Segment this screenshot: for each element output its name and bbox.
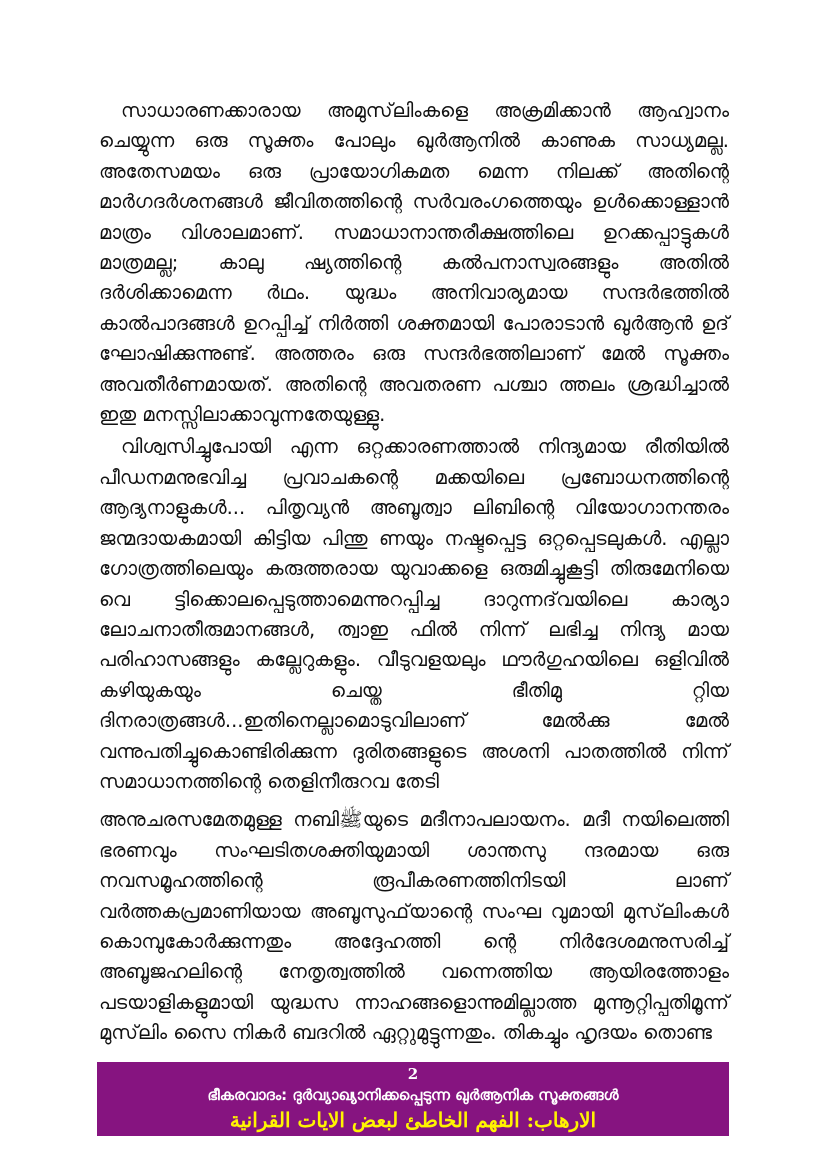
page-body: [99, 96, 729, 1049]
page-number: 2: [407, 1065, 419, 1083]
book-title: ഭീകരവാദം: ദുർവ്യാഖ്യാനിക്കപ്പെടുന്ന ഖുർആനിക സൂക്തങ്ങൾ: [207, 1086, 619, 1104]
paragraph-2: വിശ്വസിച്ചുപോയി എന്ന ഒറ്റക്കാരണത്താൽ നിന്ദ്യമായ രീതിയിൽ പീഡനമനുഭവിച്ച പ്രവാചകന്റെ മക്കയിലെ പ്രബോധനത്തിന്റെ ആദ്യനാളുകൾ... പിതൃവ്യൻ അബൂത്വാ ലിബിന്റെ വിയോഗാനന്തരം ജന്മദായകമായി കിട്ടിയ പിന്തു ണയും നഷ്ടപ്പെട്ട ഒറ്റപ്പെടലുകൾ. എല്ലാ ഗോത്രത്തിലെയും കരുത്തരായ യുവാക്കളെ ഒരുമിച്ചുകൂട്ടി തിരുമേനിയെ വെ ട്ടിക്കൊലപ്പെടുത്താമെന്നുറപ്പിച്ച ദാറുന്നദ്‌വയിലെ കാര്യാ ലോചനാതീരുമാനങ്ങൾ, ത്വാഇ ഫിൽ നിന്ന് ലഭിച്ച നിന്ദ്യ മായ പരിഹാസങ്ങളും കല്ലേറുകളും. വീടുവളയലും ഥൗർഗുഹയിലെ ഒളിവിൽ കഴിയുകയും ചെയ്ത ഭീതിമു റ്റിയ ദിനരാത്രങ്ങൾ...ഇതിനെല്ലാമൊടുവിലാണ് മേൽക്കു മേൽ വന്നുപതിച്ചുകൊണ്ടിരിക്കുന്ന ദുരിതങ്ങളുടെ അശനി പാതത്തിൽ നിന്ന് സമാധാനത്തിന്റെ തെളിനീരുറവ തേടി: [99, 435, 729, 793]
paragraph-1: സാധാരണക്കാരായ അമുസ്‌ലിംകളെ അക്രമിക്കാൻ ആഹ്വാനം ചെയ്യുന്ന ഒരു സൂക്തം പോലും ഖുർആനിൽ കാണുക സാധ്യമല്ല. അതേസമയം ഒരു പ്രായോഗികമത മെന്ന നിലക്ക് അതിന്റെ മാർഗദർശനങ്ങൾ ജീവിതത്തിന്റെ സർവരംഗത്തെയും ഉൾക്കൊള്ളാൻ മാത്രം വിശാലമാണ്. സമാധാനാന്തരീക്ഷത്തിലെ ഉറക്കപ്പാട്ടുകൾ മാത്രമല്ല; കാലു ഷ്യത്തിന്റെ കൽപനാസ്വരങ്ങളും അതിൽ ദർശിക്കാമെന്ന ർഥം. യുദ്ധം അനിവാര്യമായ സന്ദർഭത്തിൽ കാൽപാദങ്ങൾ ഉറപ്പിച്ച് നിർത്തി ശക്തമായി പോരാടാൻ ഖുർആൻ ഉദ് ഘോഷിക്കുന്നുണ്ട്. അത്തരം ഒരു സന്ദർഭത്തിലാണ് മേൽ സൂക്തം അവതീർണമായത്. അതിന്റെ അവതരണ പശ്ചാ ത്തലം ശ്രദ്ധിച്ചാൽ ഇതു മനസ്സിലാക്കാവുന്നതേയുള്ളു.: [99, 99, 729, 427]
paragraph-3: അനുചരസമേതമുള്ള നബിﷺയുടെ മദീനാപലായനം. മദീ നയിലെത്തി ഭരണവും സംഘടിതശക്തിയുമായി ശാന്തസു ന്ദരമായ ഒരു നവസമൂഹത്തിന്റെ രൂപീകരണത്തിനിടയി ലാണ് വർത്തകപ്രമാണിയായ അബൂസുഫ്‌യാന്റെ സംഘ വുമായി മുസ്‌ലിംകൾ കൊമ്പുകോർക്കുന്നതും അദ്ദേഹത്തി ന്റെ നിർദേശമനുസരിച്ച് അബൂജഹലിന്റെ നേതൃത്വത്തിൽ വന്നെത്തിയ ആയിരത്തോളം പടയാളികളുമായി യുദ്ധസ ന്നാഹങ്ങളൊന്നുമില്ലാത്ത മുന്നൂറ്റിപ്പതിമൂന്ന് മുസ്‌ലിം സൈ നികർ ബദറിൽ ഏറ്റുമുട്ടുന്നതും. തികച്ചും ഹൃദയം തൊണ്ട: [99, 808, 729, 1045]
footer-band: [97, 1062, 729, 1136]
arabic-book-title: الارهاب: الفهم الخاطئ لبعض الايات القرانية: [229, 1108, 597, 1132]
